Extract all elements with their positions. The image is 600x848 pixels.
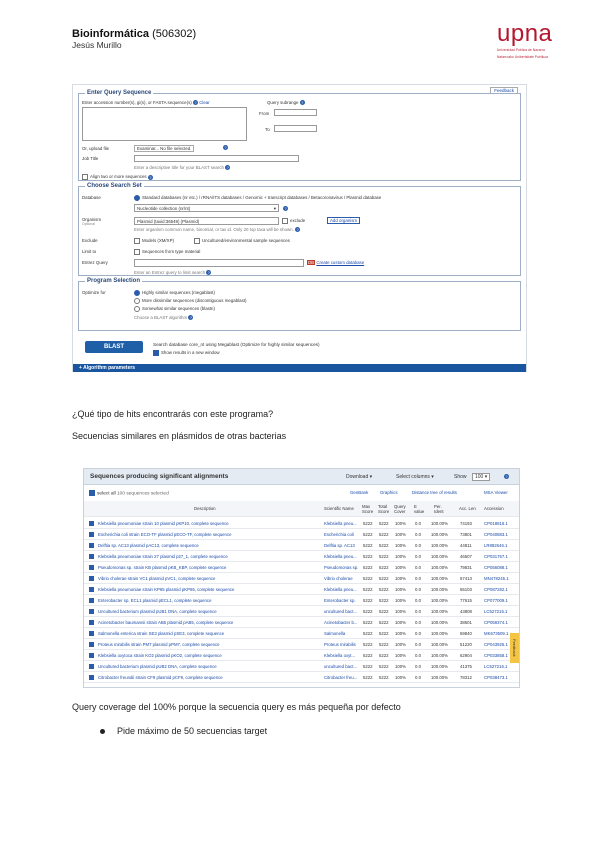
table-row [84, 595, 519, 606]
row-per-ident: 100.00% [431, 631, 448, 636]
help-icon[interactable]: ? [226, 165, 229, 171]
col-scientific-name[interactable]: Scientific Name [324, 506, 354, 511]
row-max-score: 5222 [363, 620, 373, 625]
download-button[interactable]: Download ▾ [346, 474, 373, 480]
program-hint: Choose a BLAST algorithm ? [134, 315, 192, 321]
coverage-text: Query coverage del 100% porque la secuencia query es más pequeña por defecto [72, 702, 401, 712]
row-scientific-name[interactable]: uncultured bact... [324, 609, 357, 614]
col-acc-len[interactable]: Acc. Len [459, 506, 476, 511]
row-description[interactable]: Salmonella enterica strain SE3 plasmid pSE3, complete sequence [98, 631, 225, 636]
col-e-value[interactable]: E value [414, 504, 425, 514]
row-per-ident: 100.00% [431, 565, 448, 570]
row-accession[interactable]: LC527216.1 [484, 664, 508, 669]
row-description[interactable]: Escherichia coli strain ECO-TF plasmid pECO-TF, complete sequence [98, 532, 232, 537]
row-query-cover: 100% [395, 675, 406, 680]
row-query-cover: 100% [395, 642, 406, 647]
row-description[interactable]: Enterobacter sp. ECL1 plasmid pECL1, complete sequence [98, 598, 212, 603]
row-scientific-name[interactable]: Delftia sp. AC13 [324, 543, 355, 548]
row-checkbox[interactable] [89, 664, 94, 669]
to-input[interactable] [274, 125, 317, 132]
row-checkbox[interactable] [89, 521, 94, 526]
select-columns-button[interactable]: Select columns ▾ [396, 474, 434, 480]
row-query-cover: 100% [395, 620, 406, 625]
logo-subtitle-2: Nafarroako Unibertsitate Publikoa [497, 54, 548, 59]
row-acc-len: 74193 [460, 521, 472, 526]
row-scientific-name[interactable]: uncultured bact... [324, 664, 357, 669]
results-header [84, 469, 519, 485]
row-total-score: 5222 [379, 664, 389, 669]
optional-note: Optional [82, 222, 96, 226]
row-total-score: 5222 [379, 521, 389, 526]
row-e-value: 0.0 [415, 653, 421, 658]
row-query-cover: 100% [395, 532, 406, 537]
blast-results-screenshot [83, 468, 520, 688]
logo-word: upna [497, 20, 553, 47]
row-query-cover: 100% [395, 565, 406, 570]
results-column-headers [84, 501, 519, 517]
table-row [84, 573, 519, 584]
row-description[interactable]: Delftia sp. AC13 plasmid pAC13, complete sequence [98, 543, 199, 548]
row-description[interactable]: Uncultured bacterium plasmid pUB1 DNA, complete sequence [98, 609, 217, 614]
table-row [84, 650, 519, 661]
row-per-ident: 100.00% [431, 543, 448, 548]
new-window-option[interactable]: Show results in a new window [153, 350, 220, 356]
row-per-ident: 100.00% [431, 664, 448, 669]
msa-viewer-link[interactable]: MSA Viewer [484, 490, 508, 495]
row-accession[interactable]: CP031767.1 [484, 554, 508, 559]
row-query-cover: 100% [395, 631, 406, 636]
genbank-link[interactable]: GenBank [350, 490, 369, 495]
row-total-score: 5222 [379, 543, 389, 548]
database-options[interactable]: Standard databases (nr etc.) / rRNA/ITS databases / Genomic + transcript databases / Betacoronavirus / Plasmid database [134, 195, 381, 201]
row-accession[interactable]: CP033858.1 [484, 653, 508, 658]
row-acc-len: 57413 [460, 576, 472, 581]
from-input[interactable] [274, 109, 317, 116]
row-e-value: 0.0 [415, 642, 421, 647]
help-icon[interactable]: ? [224, 145, 227, 151]
row-e-value: 0.0 [415, 587, 421, 592]
query-subrange-label: Query subrange ? [267, 100, 304, 106]
row-max-score: 5222 [363, 653, 373, 658]
select-all[interactable]: select all 100 sequences selected [89, 490, 169, 496]
row-query-cover: 100% [395, 587, 406, 592]
entrez-hint: Enter an Entrez query to limit search ? [134, 270, 210, 276]
row-accession[interactable]: CP087282.1 [484, 587, 508, 592]
author-name: Jesús Murillo [72, 40, 122, 50]
to-label: To [265, 127, 270, 132]
table-row [84, 584, 519, 595]
row-scientific-name[interactable]: Klebsiella pneu... [324, 521, 357, 526]
row-total-score: 5222 [379, 675, 389, 680]
row-e-value: 0.0 [415, 576, 421, 581]
row-per-ident: 100.00% [431, 620, 448, 625]
table-row [84, 672, 519, 683]
radio-icon[interactable] [134, 195, 140, 201]
radio-icon[interactable] [134, 298, 140, 304]
checkbox-icon[interactable] [134, 249, 140, 255]
row-total-score: 5222 [379, 653, 389, 658]
entrez-input[interactable] [134, 259, 304, 267]
clear-link[interactable]: Clear [199, 100, 210, 105]
row-checkbox[interactable] [89, 576, 94, 581]
database-select[interactable]: Nucleotide collection (nr/nt) ▾ [134, 204, 279, 212]
row-per-ident: 100.00% [431, 576, 448, 581]
table-row [84, 639, 519, 650]
row-e-value: 0.0 [415, 598, 421, 603]
checkbox-icon[interactable] [89, 490, 95, 496]
row-checkbox[interactable] [89, 620, 94, 625]
row-max-score: 5222 [363, 554, 373, 559]
row-e-value: 0.0 [415, 664, 421, 669]
job-title-hint: Enter a descriptive title for your BLAST search ? [134, 165, 229, 171]
row-checkbox[interactable] [89, 642, 94, 647]
help-icon[interactable]: ? [189, 315, 192, 321]
row-checkbox[interactable] [89, 532, 94, 537]
row-description[interactable]: Acinetobacter baumannii strain AB5 plasmid pAB5, complete sequence [98, 620, 234, 625]
row-accession[interactable]: CP059374.1 [484, 620, 508, 625]
row-description[interactable]: Pseudomonas sp. strain KB plasmid pKB_KBP, complete sequence [98, 565, 227, 570]
row-max-score: 5222 [363, 587, 373, 592]
row-e-value: 0.0 [415, 532, 421, 537]
table-row [84, 562, 519, 573]
row-scientific-name[interactable]: Escherichia coli [324, 532, 354, 537]
row-accession[interactable]: MN478245.1 [484, 576, 509, 581]
row-accession[interactable]: LC527215.1 [484, 609, 508, 614]
browse-button[interactable]: Examinar... No file selected. [134, 145, 194, 152]
col-total-score[interactable]: Total Score [378, 504, 390, 514]
query-sequence-textarea[interactable] [82, 107, 247, 141]
row-acc-len: 78312 [460, 675, 472, 680]
col-max-score[interactable]: Max Score [362, 504, 374, 514]
row-accession[interactable]: CP018816.1 [484, 521, 508, 526]
row-checkbox[interactable] [89, 631, 94, 636]
row-max-score: 5222 [363, 543, 373, 548]
answer-text: Secuencias similares en plásmidos de otras bacterias [72, 431, 287, 441]
row-scientific-name[interactable]: Proteus mirabilis [324, 642, 356, 647]
row-query-cover: 100% [395, 576, 406, 581]
row-accession[interactable]: CP056088.1 [484, 565, 508, 570]
create-custom-database-link[interactable]: DB Create custom database [308, 260, 365, 265]
row-query-cover: 100% [395, 598, 406, 603]
row-description[interactable]: Proteus mirabilis strain PM7 plasmid pPM7, complete sequence [98, 642, 220, 647]
row-description[interactable]: Vibrio cholerae strain VC1 plasmid pVC1, complete sequence [98, 576, 216, 581]
row-total-score: 5222 [379, 532, 389, 537]
row-per-ident: 100.00% [431, 653, 448, 658]
limit-type-material-option[interactable]: Sequences from type material [134, 249, 200, 255]
row-max-score: 5222 [363, 642, 373, 647]
distance-tree-link[interactable]: Distance tree of results [412, 490, 457, 495]
row-scientific-name[interactable]: Klebsiella pneu... [324, 587, 357, 592]
row-e-value: 0.0 [415, 565, 421, 570]
row-e-value: 0.0 [415, 521, 421, 526]
add-organism-button[interactable]: Add organism [327, 217, 360, 224]
checkbox-icon[interactable] [194, 238, 200, 244]
row-query-cover: 100% [395, 609, 406, 614]
chevron-down-icon: ▾ [273, 206, 276, 211]
row-acc-len: 73801 [460, 532, 472, 537]
checkbox-icon[interactable] [282, 218, 288, 224]
help-icon[interactable]: ? [505, 474, 508, 480]
exclude-models-option[interactable]: Models (XM/XP) [134, 238, 174, 244]
choose-search-set-legend: Choose Search Set [87, 183, 142, 189]
col-query-cover[interactable]: Query Cover [394, 504, 406, 514]
row-e-value: 0.0 [415, 609, 421, 614]
row-total-score: 5222 [379, 620, 389, 625]
table-row [84, 617, 519, 628]
row-accession[interactable]: CP077009.1 [484, 598, 508, 603]
from-label: From [259, 111, 270, 116]
row-description[interactable]: Klebsiella pneumoniae strain 10 plasmid pKP10, complete sequence [98, 521, 229, 526]
blast-form-screenshot [72, 84, 527, 372]
row-total-score: 5222 [379, 609, 389, 614]
row-total-score: 5222 [379, 565, 389, 570]
feedback-tab[interactable]: Feedback [510, 633, 519, 663]
row-accession[interactable]: CP038473.1 [484, 675, 508, 680]
row-acc-len: 41375 [460, 664, 472, 669]
row-description[interactable]: Klebsiella pneumoniae strain 27 plasmid p27_1, complete sequence [98, 554, 228, 559]
row-query-cover: 100% [395, 521, 406, 526]
row-max-score: 5222 [363, 609, 373, 614]
row-checkbox[interactable] [89, 609, 94, 614]
row-per-ident: 100.00% [431, 554, 448, 559]
row-accession[interactable]: CP043925.1 [484, 642, 508, 647]
enter-query-legend: Enter Query Sequence [87, 90, 152, 96]
row-per-ident: 100.00% [431, 532, 448, 537]
row-max-score: 5222 [363, 532, 373, 537]
row-total-score: 5222 [379, 631, 389, 636]
program-megablast[interactable]: Highly similar sequences (megablast) [134, 290, 215, 296]
graphics-link[interactable]: Graphics [380, 490, 398, 495]
row-description[interactable]: Klebsiella pneumoniae strain KP65 plasmid pKP65, complete sequence [98, 587, 235, 592]
row-per-ident: 100.00% [431, 521, 448, 526]
row-checkbox[interactable] [89, 653, 94, 658]
row-checkbox[interactable] [89, 598, 94, 603]
row-acc-len: 77615 [460, 598, 472, 603]
row-total-score: 5222 [379, 576, 389, 581]
bullet-icon [100, 729, 105, 734]
question-text: ¿Qué tipo de hits encontrarás con este programa? [72, 409, 274, 419]
exclude-organism[interactable]: exclude [282, 218, 305, 224]
row-max-score: 5222 [363, 576, 373, 581]
row-scientific-name[interactable]: Salmonella [324, 631, 346, 636]
upna-logo [497, 22, 569, 66]
help-icon[interactable]: ? [301, 100, 304, 106]
row-acc-len: 65103 [460, 587, 472, 592]
row-description[interactable]: Uncultured bacterium plasmid pUB2 DNA, complete sequence [98, 664, 217, 669]
row-query-cover: 100% [395, 664, 406, 669]
table-row [84, 551, 519, 562]
row-max-score: 5222 [363, 565, 373, 570]
row-query-cover: 100% [395, 554, 406, 559]
row-per-ident: 100.00% [431, 598, 448, 603]
row-acc-len: 44811 [460, 543, 472, 548]
checkbox-icon[interactable] [134, 238, 140, 244]
bullet-item [100, 726, 267, 736]
table-row [84, 606, 519, 617]
row-checkbox[interactable] [89, 565, 94, 570]
table-row [84, 540, 519, 551]
align-two-option[interactable]: Align two or more sequences ? [82, 174, 153, 180]
row-max-score: 5222 [363, 598, 373, 603]
job-title-input[interactable] [134, 155, 299, 162]
row-query-cover: 100% [395, 543, 406, 548]
help-icon[interactable]: ? [207, 270, 210, 276]
row-query-cover: 100% [395, 653, 406, 658]
row-total-score: 5222 [379, 554, 389, 559]
row-acc-len: 46507 [460, 554, 472, 559]
feedback-button[interactable]: Feedback [490, 87, 518, 94]
radio-icon[interactable] [134, 290, 140, 296]
organism-hint: Enter organism common name, binomial, or tax id. Only 20 top taxa will be shown. ? [134, 227, 299, 233]
bullet-text: Pide máximo de 50 secuencias target [117, 726, 268, 736]
help-icon[interactable]: ? [296, 227, 299, 233]
radio-icon[interactable] [134, 306, 140, 312]
logo-subtitle-1: Universidad Pública de Navarra [497, 48, 545, 52]
row-max-score: 5222 [363, 675, 373, 680]
row-scientific-name[interactable]: Vibrio cholerae [324, 576, 353, 581]
row-per-ident: 100.00% [431, 609, 448, 614]
checkbox-icon[interactable] [82, 174, 88, 180]
row-acc-len: 51220 [460, 642, 472, 647]
row-scientific-name[interactable]: Klebsiella oxyt... [324, 653, 356, 658]
row-scientific-name[interactable]: Acinetobacter b... [324, 620, 358, 625]
row-e-value: 0.0 [415, 631, 421, 636]
row-per-ident: 100.00% [431, 642, 448, 647]
checkbox-icon[interactable] [153, 350, 159, 356]
program-dc-megablast[interactable]: More dissimilar sequences (discontiguous megablast) [134, 298, 246, 304]
row-checkbox[interactable] [89, 587, 94, 592]
row-scientific-name[interactable]: Citrobacter freu... [324, 675, 358, 680]
program-selection-legend: Program Selection [87, 278, 141, 284]
entrez-label: Entrez Query [82, 260, 108, 265]
row-per-ident: 100.00% [431, 675, 448, 680]
program-selection-fieldset [78, 278, 521, 331]
row-scientific-name[interactable]: Pseudomonas sp. [324, 565, 359, 570]
help-icon[interactable]: ? [284, 206, 287, 212]
exclude-uncultured-option[interactable]: Uncultured/environmental sample sequences [194, 238, 290, 244]
row-max-score: 5222 [363, 521, 373, 526]
row-max-score: 5222 [363, 664, 373, 669]
show-select[interactable]: 100 ▾ [472, 473, 490, 481]
row-checkbox[interactable] [89, 543, 94, 548]
row-e-value: 0.0 [415, 543, 421, 548]
optimize-label: Optimize for [82, 290, 106, 295]
row-acc-len: 43808 [460, 609, 472, 614]
table-row [84, 628, 519, 639]
row-description[interactable]: Citrobacter freundii strain CF9 plasmid pCF9, complete sequence [98, 675, 223, 680]
algorithm-parameters-bar[interactable]: + Algorithm parameters [73, 364, 526, 372]
col-description[interactable]: Description [194, 506, 216, 511]
row-acc-len: 62904 [460, 653, 472, 658]
row-e-value: 0.0 [415, 554, 421, 559]
row-max-score: 5222 [363, 631, 373, 636]
job-title-label: Job Title [82, 156, 99, 161]
row-acc-len: 69840 [460, 631, 472, 636]
row-e-value: 0.0 [415, 675, 421, 680]
row-acc-len: 38601 [460, 620, 472, 625]
row-accession[interactable]: LR882646.1 [484, 543, 508, 548]
row-acc-len: 79831 [460, 565, 472, 570]
col-accession[interactable]: Accession [484, 506, 504, 511]
row-scientific-name[interactable]: Enterobacter sp. [324, 598, 356, 603]
choose-search-set-fieldset [78, 183, 521, 276]
row-accession[interactable]: MK673509.1 [484, 631, 509, 636]
show-label: Show [454, 474, 467, 480]
table-row [84, 518, 519, 529]
table-row [84, 529, 519, 540]
row-total-score: 5222 [379, 587, 389, 592]
row-checkbox[interactable] [89, 675, 94, 680]
organism-label: Organism [82, 217, 102, 222]
blast-button[interactable]: BLAST [85, 341, 143, 353]
organism-input[interactable]: Plasmid (taxid:36549) (Plasmid) [134, 217, 279, 225]
help-icon[interactable]: ? [149, 174, 152, 180]
col-per-ident[interactable]: Per. Ident [434, 504, 444, 514]
search-summary: Search database core_nt using Megablast (Optimize for highly similar sequences) [153, 342, 320, 347]
row-scientific-name[interactable]: Klebsiella pneu... [324, 554, 357, 559]
row-description[interactable]: Klebsiella oxytoca strain KO2 plasmid pKO2, complete sequence [98, 653, 222, 658]
table-row [84, 661, 519, 672]
database-label: Database [82, 195, 101, 200]
limit-label: Limit to [82, 249, 97, 254]
row-total-score: 5222 [379, 598, 389, 603]
database-icon: DB [308, 260, 315, 265]
row-checkbox[interactable] [89, 554, 94, 559]
help-icon[interactable]: ? [194, 100, 197, 106]
plus-icon: + [79, 365, 84, 371]
row-accession[interactable]: CP040883.1 [484, 532, 508, 537]
course-title: Bioinformática (506302) [72, 28, 197, 40]
row-per-ident: 100.00% [431, 587, 448, 592]
row-total-score: 5222 [379, 642, 389, 647]
row-e-value: 0.0 [415, 620, 421, 625]
results-title: Sequences producing significant alignments [90, 473, 229, 480]
program-blastn[interactable]: Somewhat similar sequences (blastn) [134, 306, 215, 312]
upload-label: Or, upload file [82, 146, 110, 151]
accession-label: Enter accession number(s), gi(s), or FASTA sequence(s) ? Clear [82, 100, 210, 106]
exclude-label: Exclude [82, 238, 98, 243]
